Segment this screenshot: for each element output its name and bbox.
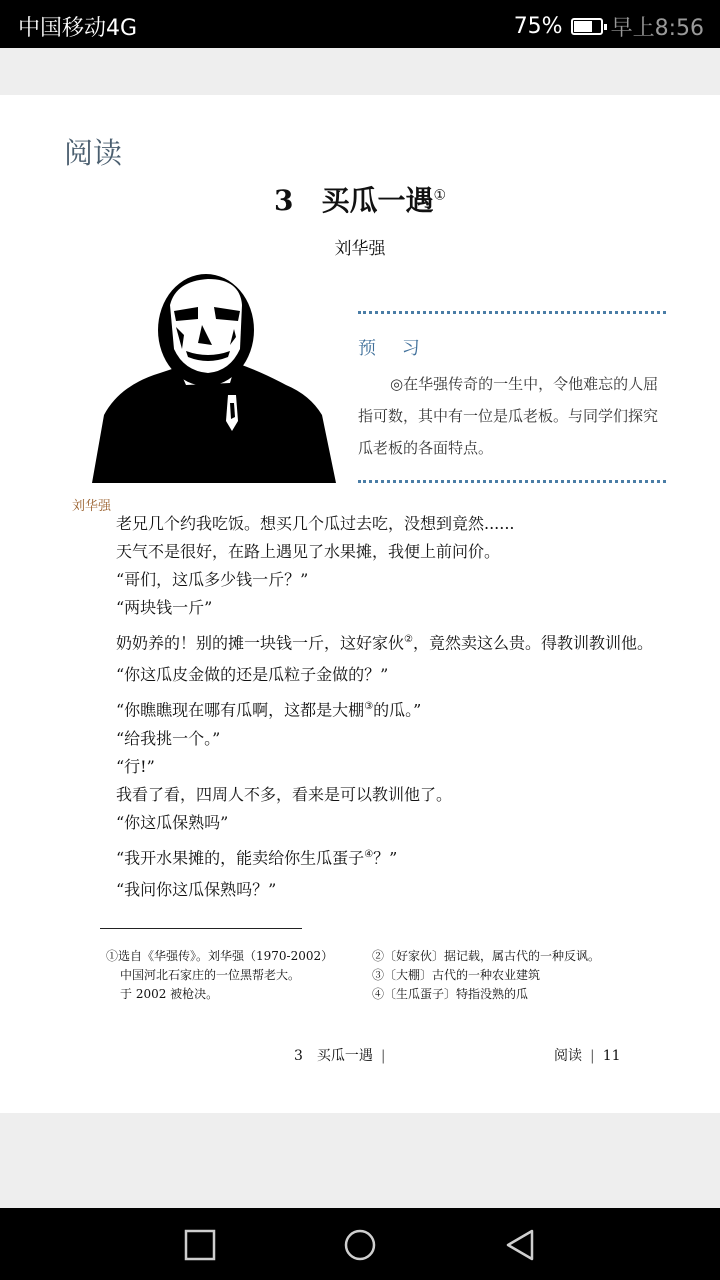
title-footnote-mark: ① bbox=[433, 187, 447, 204]
paragraph: “我问你这瓜保熟吗？” bbox=[116, 879, 277, 899]
footnote: ④〔生瓜蛋子〕特指没熟的瓜 bbox=[372, 987, 529, 1001]
page-number: 11 bbox=[602, 1048, 621, 1064]
navigation-bar bbox=[0, 1208, 720, 1280]
footnote: ①选自《华强传》。刘华强（1970-2002） bbox=[106, 949, 334, 963]
paragraph: 我看了看，四周人不多，看来是可以教训他了。 bbox=[116, 784, 453, 804]
status-bar bbox=[0, 0, 720, 48]
circle-icon[interactable] bbox=[343, 1228, 377, 1262]
status-right bbox=[514, 11, 704, 42]
triangle-back-icon[interactable] bbox=[503, 1228, 537, 1262]
battery-icon bbox=[571, 18, 603, 35]
lesson-title bbox=[0, 179, 720, 219]
preview-heading: 预 习 bbox=[358, 338, 430, 359]
footnote-mark: ② bbox=[404, 634, 413, 645]
clock: 早上8:56 bbox=[610, 16, 704, 41]
carrier-label: 中国移动4G bbox=[18, 16, 138, 41]
preview-box bbox=[358, 311, 668, 483]
footnotes-right bbox=[372, 947, 662, 1004]
preview-bottom-divider bbox=[358, 480, 666, 483]
portrait-caption: 刘华强 bbox=[72, 499, 112, 514]
preview-text: ◎在华强传奇的一生中，令他难忘的人屈指可数，其中有一位是瓜老板。与同学们探究瓜老板的各面特点。 bbox=[358, 375, 659, 457]
paragraph: “你瞧瞧现在哪有瓜啊，这都是大棚③的瓜。” bbox=[116, 700, 422, 720]
paragraph: “哥们，这瓜多少钱一斤？” bbox=[116, 570, 309, 589]
section-title: 阅读 bbox=[64, 136, 123, 170]
paragraph: 奶奶养的！别的摊一块钱一斤，这好家伙②，竟然卖这么贵。得教训教训他。 bbox=[116, 633, 653, 653]
footnote: 中国河北石家庄的一位黑帮老大。 bbox=[120, 968, 301, 982]
paragraph: “两块钱一斤” bbox=[116, 598, 213, 617]
page-footer-right: 阅读 | 11 bbox=[554, 1048, 621, 1064]
document-page[interactable] bbox=[0, 95, 720, 1113]
article-body bbox=[82, 510, 662, 904]
footnotes-left bbox=[106, 947, 366, 1004]
lesson-number: 3 bbox=[273, 184, 294, 217]
footnote: 于 2002 被枪决。 bbox=[120, 987, 219, 1001]
author-portrait bbox=[90, 245, 340, 485]
footnote-divider bbox=[100, 928, 302, 929]
footnote: ③〔大棚〕古代的一种农业建筑 bbox=[372, 968, 541, 982]
author: 刘华强 bbox=[334, 239, 386, 259]
paragraph: “行!” bbox=[116, 756, 155, 776]
paragraph: 老兄几个约我吃饭。想买几个瓜过去吃，没想到竟然...... bbox=[116, 514, 515, 533]
battery-percent: 75% bbox=[513, 14, 563, 39]
preview-top-divider bbox=[358, 311, 666, 314]
footnote-mark: ③ bbox=[364, 701, 374, 713]
paragraph: “你这瓜皮金做的还是瓜粒子金做的？” bbox=[116, 665, 389, 685]
page-footer-left: 3 买瓜一遇 | bbox=[294, 1048, 386, 1064]
paragraph: 天气不是很好，在路上遇见了水果摊，我便上前问价。 bbox=[116, 542, 501, 561]
footnote: ②〔好家伙〕据记载，属古代的一种反讽。 bbox=[372, 949, 601, 963]
footnote-mark: ④ bbox=[364, 848, 374, 860]
paragraph: “我开水果摊的，能卖给你生瓜蛋子④？” bbox=[116, 847, 398, 867]
paragraph: “你这瓜保熟吗” bbox=[116, 812, 229, 832]
lesson-title-text: 买瓜一遇 bbox=[321, 184, 434, 217]
square-icon[interactable] bbox=[183, 1228, 217, 1262]
paragraph: “给我挑一个。” bbox=[116, 728, 221, 748]
